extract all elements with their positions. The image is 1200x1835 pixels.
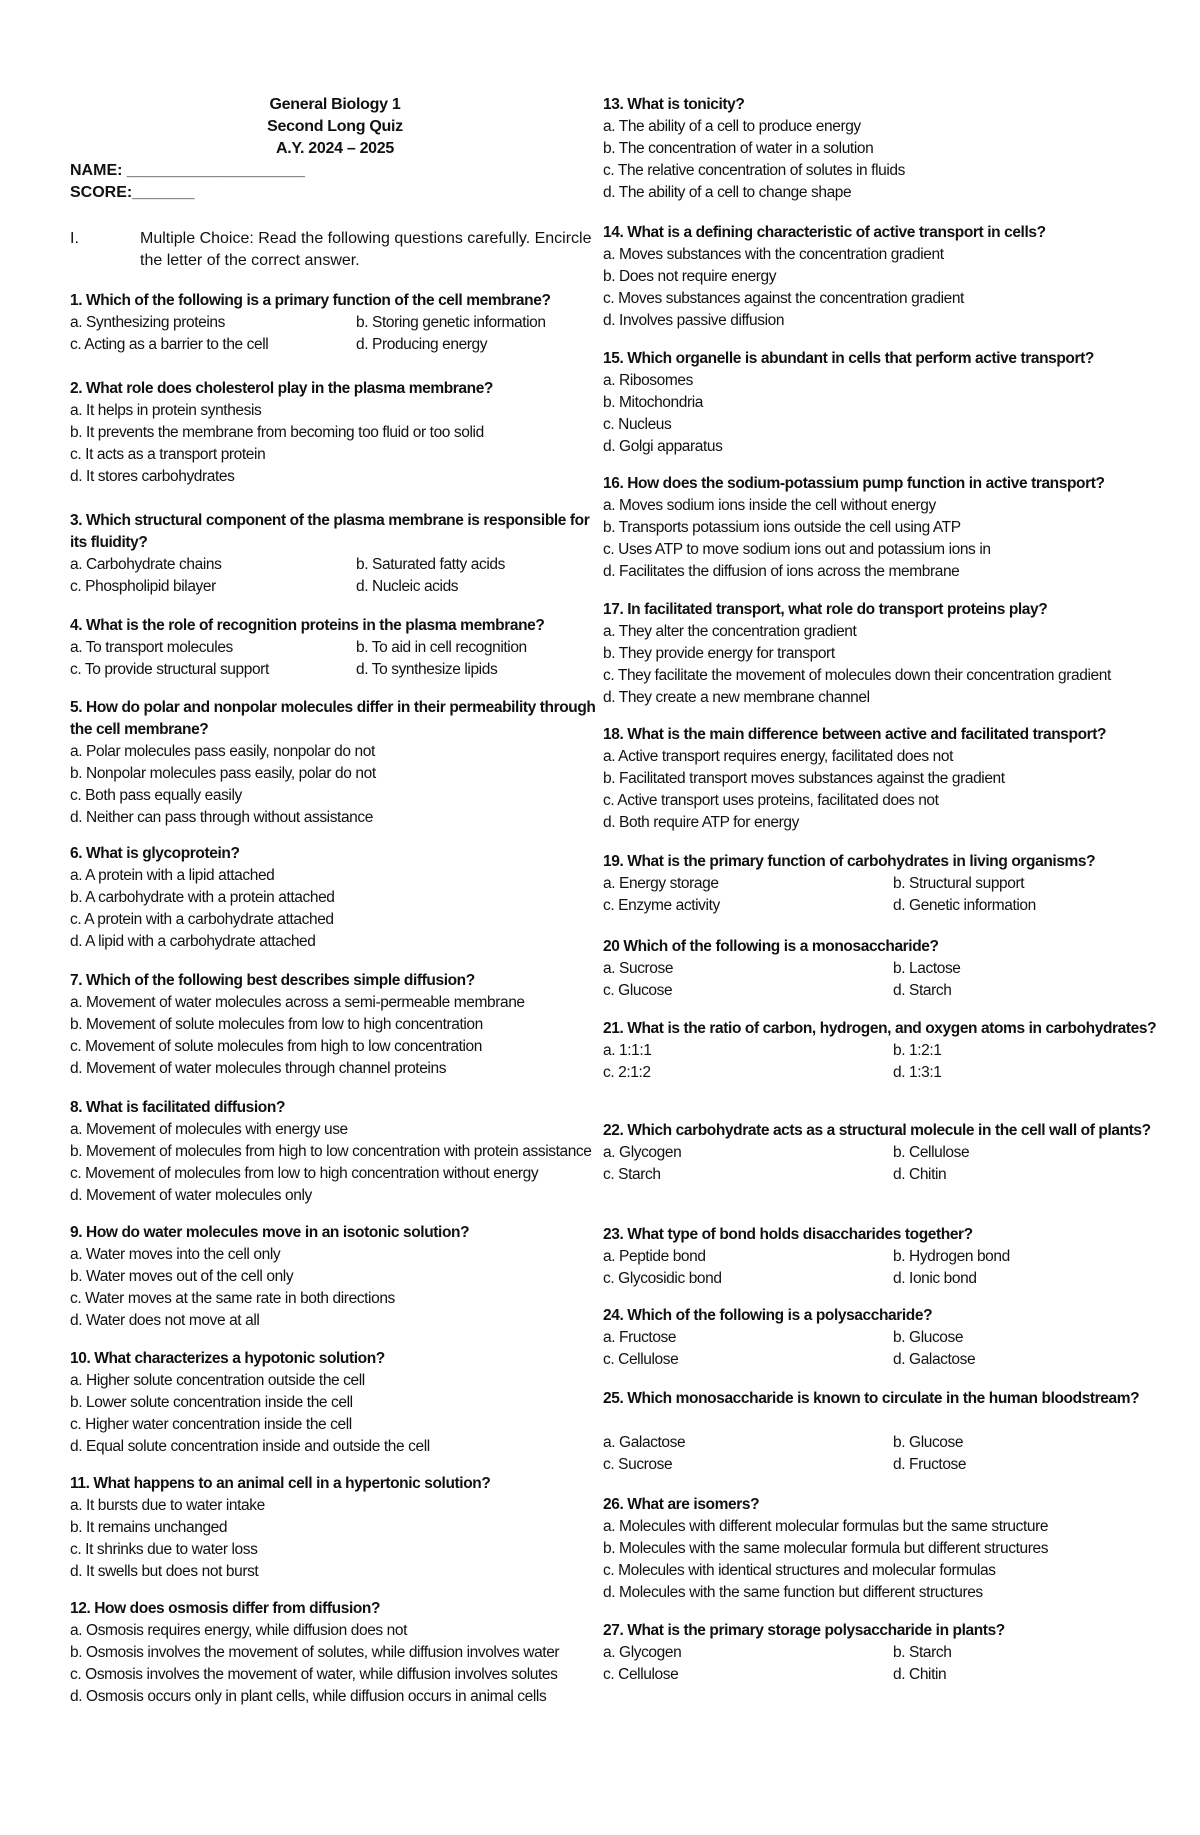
answer-options (70, 637, 600, 681)
question-stem: 8. What is facilitated diffusion? (70, 1099, 286, 1116)
question-item (70, 970, 600, 1080)
question-item (70, 697, 600, 829)
answer-options (603, 621, 1163, 709)
answer-option[interactable]: d. 1:3:1 (893, 1064, 942, 1081)
question-stem: 22. Which carbohydrate acts as a structural molecule in the cell wall of plants? (603, 1122, 1151, 1139)
question-stem: 15. Which organelle is abundant in cells that perform active transport? (603, 350, 1094, 367)
answer-option[interactable]: a. Osmosis requires energy, while diffusion does not (70, 1622, 408, 1639)
answer-option[interactable]: b. Nonpolar molecules pass easily, polar do not (70, 765, 376, 782)
question-stem: 11. What happens to an animal cell in a hypertonic solution? (70, 1475, 491, 1492)
answer-option[interactable]: d. Ionic bond (893, 1270, 977, 1287)
answer-option[interactable]: a. Glycogen (603, 1644, 682, 1661)
question-item (70, 1097, 600, 1207)
question-stem: 16. How does the sodium-potassium pump function in active transport? (603, 475, 1105, 492)
answer-options (603, 1142, 1163, 1186)
answer-options (603, 1246, 1163, 1290)
answer-option[interactable]: d. Molecules with the same function but different structures (603, 1584, 983, 1601)
question-item (603, 222, 1163, 332)
question-item (603, 1018, 1163, 1084)
answer-option[interactable]: c. Glycosidic bond (603, 1270, 722, 1287)
answer-option[interactable]: d. Producing energy (356, 336, 488, 353)
answer-options (603, 1432, 1163, 1476)
answer-options (70, 1495, 600, 1583)
answer-option[interactable]: d. A lipid with a carbohydrate attached (70, 933, 316, 950)
answer-options (70, 865, 600, 953)
answer-option[interactable]: a. Active transport requires energy, facilitated does not (603, 748, 953, 765)
answer-option[interactable]: d. Chitin (893, 1166, 947, 1183)
answer-option[interactable]: b. A carbohydrate with a protein attached (70, 889, 335, 906)
answer-options (603, 370, 1163, 458)
answer-option[interactable]: a. It helps in protein synthesis (70, 402, 262, 419)
answer-option[interactable]: a. Movement of water molecules across a semi-permeable membrane (70, 994, 525, 1011)
answer-options (70, 400, 600, 488)
answer-option[interactable]: b. Structural support (893, 875, 1025, 892)
answer-option[interactable]: c. Movement of molecules from low to high concentration without energy (70, 1165, 539, 1182)
answer-options (70, 992, 600, 1080)
question-item (70, 615, 600, 681)
answer-options (70, 312, 600, 356)
answer-option[interactable]: c. Water moves at the same rate in both directions (70, 1290, 395, 1307)
answer-option[interactable]: c. Movement of solute molecules from high to low concentration (70, 1038, 482, 1055)
answer-options (70, 741, 600, 829)
answer-option[interactable]: b. Facilitated transport moves substances against the gradient (603, 770, 1005, 787)
answer-option[interactable]: b. Cellulose (893, 1144, 970, 1161)
answer-option[interactable]: b. Does not require energy (603, 268, 777, 285)
instructions-text: Multiple Choice: Read the following questions carefully. Encircle the letter of the correct answer. (140, 230, 592, 269)
answer-option[interactable]: a. A protein with a lipid attached (70, 867, 275, 884)
answer-option[interactable]: d. Galactose (893, 1351, 976, 1368)
answer-option[interactable]: c. It shrinks due to water loss (70, 1541, 258, 1558)
answer-options (70, 554, 600, 598)
answer-option[interactable]: c. Phospholipid bilayer (70, 578, 216, 595)
answer-option[interactable]: b. Saturated fatty acids (356, 556, 505, 573)
answer-option[interactable]: d. The ability of a cell to change shape (603, 184, 852, 201)
question-item (603, 936, 1163, 1002)
answer-options (603, 958, 1163, 1002)
answer-options (70, 1244, 600, 1332)
question-item (603, 1494, 1163, 1604)
question-item (70, 290, 600, 356)
answer-option[interactable]: c. Enzyme activity (603, 897, 720, 914)
quiz-subtitle: Second Long Quiz (267, 118, 403, 135)
answer-option[interactable]: b. Transports potassium ions outside the cell using ATP (603, 519, 961, 536)
question-stem: 9. How do water molecules move in an isotonic solution? (70, 1224, 470, 1241)
answer-option[interactable]: d. Facilitates the diffusion of ions across the membrane (603, 563, 960, 580)
question-stem: 20 Which of the following is a monosaccharide? (603, 938, 939, 955)
academic-year: A.Y. 2024 – 2025 (276, 140, 394, 157)
instructions (70, 228, 600, 272)
question-item (70, 378, 600, 488)
question-item (603, 724, 1163, 834)
question-stem: 1. Which of the following is a primary function of the cell membrane? (70, 292, 551, 309)
answer-options (603, 746, 1163, 834)
answer-option[interactable]: c. Acting as a barrier to the cell (70, 336, 269, 353)
question-item (603, 1620, 1163, 1686)
question-item (603, 94, 1163, 204)
answer-option[interactable]: b. It remains unchanged (70, 1519, 228, 1536)
answer-option[interactable]: c. The relative concentration of solutes in fluids (603, 162, 905, 179)
question-stem: 7. Which of the following best describes simple diffusion? (70, 972, 475, 989)
question-stem: 19. What is the primary function of carbohydrates in living organisms? (603, 853, 1096, 870)
answer-option[interactable]: b. Hydrogen bond (893, 1248, 1010, 1265)
answer-option[interactable]: b. Glucose (893, 1329, 964, 1346)
question-item (70, 1222, 600, 1332)
answer-option[interactable]: d. Neither can pass through without assistance (70, 809, 373, 826)
answer-option[interactable]: a. Moves substances with the concentration gradient (603, 246, 944, 263)
answer-options (603, 1040, 1163, 1084)
answer-option[interactable]: b. It prevents the membrane from becoming too fluid or too solid (70, 424, 484, 441)
answer-option[interactable]: c. 2:1:2 (603, 1064, 651, 1081)
answer-option[interactable]: c. Osmosis involves the movement of water, while diffusion involves solutes (70, 1666, 558, 1683)
question-stem: 5. How do polar and nonpolar molecules differ in their permeability through the cell membrane? (70, 699, 596, 738)
question-item (70, 1598, 600, 1708)
answer-option[interactable]: d. Water does not move at all (70, 1312, 260, 1329)
name-field[interactable]: NAME: ____________________ (70, 162, 305, 179)
answer-option[interactable]: d. Both require ATP for energy (603, 814, 799, 831)
answer-option[interactable]: a. Energy storage (603, 875, 719, 892)
answer-option[interactable]: c. Glucose (603, 982, 673, 999)
answer-option[interactable]: d. Chitin (893, 1666, 947, 1683)
answer-options (603, 1516, 1163, 1604)
question-stem: 4. What is the role of recognition proteins in the plasma membrane? (70, 617, 545, 634)
quiz-title: General Biology 1 (269, 96, 401, 113)
question-item (70, 510, 600, 598)
answer-option[interactable]: a. They alter the concentration gradient (603, 623, 857, 640)
answer-options (603, 1642, 1163, 1686)
answer-option[interactable]: a. Synthesizing proteins (70, 314, 225, 331)
question-stem: 12. How does osmosis differ from diffusion? (70, 1600, 381, 1617)
question-stem: 10. What characterizes a hypotonic solution? (70, 1350, 385, 1367)
answer-option[interactable]: c. They facilitate the movement of molecules down their concentration gradient (603, 667, 1111, 684)
answer-option[interactable]: a. To transport molecules (70, 639, 233, 656)
answer-option[interactable]: c. Sucrose (603, 1456, 673, 1473)
answer-option[interactable]: a. Ribosomes (603, 372, 693, 389)
answer-option[interactable]: c. It acts as a transport protein (70, 446, 266, 463)
answer-option[interactable]: d. To synthesize lipids (356, 661, 498, 678)
answer-option[interactable]: a. Peptide bond (603, 1248, 706, 1265)
answer-option[interactable]: b. Starch (893, 1644, 952, 1661)
answer-option[interactable]: d. Involves passive diffusion (603, 312, 785, 329)
answer-option[interactable]: d. Equal solute concentration inside and outside the cell (70, 1438, 430, 1455)
answer-option[interactable]: a. It bursts due to water intake (70, 1497, 265, 1514)
answer-option[interactable]: a. 1:1:1 (603, 1042, 652, 1059)
question-item (603, 473, 1163, 583)
question-item (603, 1224, 1163, 1290)
answer-option[interactable]: c. Higher water concentration inside the cell (70, 1416, 352, 1433)
question-stem: 2. What role does cholesterol play in the plasma membrane? (70, 380, 493, 397)
question-item (70, 1348, 600, 1458)
question-item (603, 1120, 1163, 1186)
quiz-header (0, 94, 700, 204)
answer-option[interactable]: b. Osmosis involves the movement of solutes, while diffusion involves water (70, 1644, 560, 1661)
answer-option[interactable]: b. Molecules with the same molecular formula but different structures (603, 1540, 1049, 1557)
question-stem: 17. In facilitated transport, what role do transport proteins play? (603, 601, 1048, 618)
answer-option[interactable]: c. Moves substances against the concentration gradient (603, 290, 964, 307)
answer-option[interactable]: d. Genetic information (893, 897, 1036, 914)
answer-option[interactable]: a. Molecules with different molecular formulas but the same structure (603, 1518, 1049, 1535)
answer-options (70, 1119, 600, 1207)
answer-option[interactable]: d. Starch (893, 982, 952, 999)
answer-options (603, 495, 1163, 583)
answer-option[interactable]: d. It stores carbohydrates (70, 468, 235, 485)
answer-option[interactable]: c. Both pass equally easily (70, 787, 242, 804)
answer-option[interactable]: b. Lower solute concentration inside the cell (70, 1394, 353, 1411)
answer-option[interactable]: c. Cellulose (603, 1666, 679, 1683)
question-stem: 18. What is the main difference between active and facilitated transport? (603, 726, 1107, 743)
question-item (70, 1473, 600, 1583)
score-field: SCORE:_______ (70, 184, 195, 201)
question-stem: 3. Which structural component of the plasma membrane is responsible for its fluidity? (70, 512, 590, 551)
answer-option[interactable]: b. Movement of molecules from high to low concentration with protein assistance (70, 1143, 592, 1160)
answer-option[interactable]: d. Movement of water molecules through channel proteins (70, 1060, 447, 1077)
question-stem: 13. What is tonicity? (603, 96, 745, 113)
question-item (603, 348, 1163, 458)
answer-option[interactable]: c. Starch (603, 1166, 661, 1183)
answer-option[interactable]: d. Osmosis occurs only in plant cells, while diffusion occurs in animal cells (70, 1688, 547, 1705)
answer-option[interactable]: c. To provide structural support (70, 661, 269, 678)
answer-option[interactable]: b. Storing genetic information (356, 314, 546, 331)
answer-option[interactable]: b. Movement of solute molecules from low to high concentration (70, 1016, 483, 1033)
question-item (603, 599, 1163, 709)
answer-option[interactable]: c. Uses ATP to move sodium ions out and potassium ions in (603, 541, 991, 558)
answer-option[interactable]: a. Higher solute concentration outside the cell (70, 1372, 365, 1389)
answer-option[interactable]: b. 1:2:1 (893, 1042, 942, 1059)
answer-option[interactable]: b. Mitochondria (603, 394, 703, 411)
answer-option[interactable]: b. Glucose (893, 1434, 964, 1451)
answer-option[interactable]: a. Movement of molecules with energy use (70, 1121, 348, 1138)
answer-option[interactable]: a. Polar molecules pass easily, nonpolar do not (70, 743, 375, 760)
answer-option[interactable]: a. Galactose (603, 1434, 686, 1451)
answer-option[interactable]: c. Cellulose (603, 1351, 679, 1368)
answer-options (70, 1370, 600, 1458)
question-stem: 14. What is a defining characteristic of active transport in cells? (603, 224, 1046, 241)
answer-option[interactable]: d. It swells but does not burst (70, 1563, 259, 1580)
answer-option[interactable]: c. A protein with a carbohydrate attached (70, 911, 334, 928)
answer-option[interactable]: b. Water moves out of the cell only (70, 1268, 294, 1285)
answer-option[interactable]: d. Fructose (893, 1456, 967, 1473)
question-stem: 26. What are isomers? (603, 1496, 760, 1513)
answer-option[interactable]: c. Nucleus (603, 416, 672, 433)
section-number: I. (70, 230, 79, 247)
answer-options (603, 116, 1163, 204)
question-stem: 25. Which monosaccharide is known to circulate in the human bloodstream? (603, 1390, 1140, 1407)
answer-option[interactable]: a. Moves sodium ions inside the cell without energy (603, 497, 936, 514)
answer-option[interactable]: a. Carbohydrate chains (70, 556, 222, 573)
question-stem: 21. What is the ratio of carbon, hydrogen, and oxygen atoms in carbohydrates? (603, 1020, 1157, 1037)
question-item (603, 851, 1163, 917)
question-item (603, 1305, 1163, 1371)
answer-options (603, 244, 1163, 332)
question-item (603, 1388, 1163, 1476)
answer-option[interactable]: a. Water moves into the cell only (70, 1246, 281, 1263)
question-stem: 6. What is glycoprotein? (70, 845, 240, 862)
answer-options (603, 1327, 1163, 1371)
answer-option[interactable]: a. Fructose (603, 1329, 677, 1346)
answer-option[interactable]: a. Glycogen (603, 1144, 682, 1161)
answer-option[interactable]: c. Molecules with identical structures and molecular formulas (603, 1562, 996, 1579)
answer-option[interactable]: b. They provide energy for transport (603, 645, 835, 662)
answer-options (70, 1620, 600, 1708)
answer-option[interactable]: d. Nucleic acids (356, 578, 459, 595)
answer-option[interactable]: d. Golgi apparatus (603, 438, 723, 455)
answer-option[interactable]: c. Active transport uses proteins, facilitated does not (603, 792, 939, 809)
question-item (70, 843, 600, 953)
answer-option[interactable]: b. Lactose (893, 960, 961, 977)
answer-option[interactable]: a. Sucrose (603, 960, 674, 977)
answer-option[interactable]: d. They create a new membrane channel (603, 689, 870, 706)
answer-option[interactable]: d. Movement of water molecules only (70, 1187, 312, 1204)
answer-option[interactable]: a. The ability of a cell to produce energy (603, 118, 861, 135)
answer-option[interactable]: b. To aid in cell recognition (356, 639, 527, 656)
question-stem: 27. What is the primary storage polysaccharide in plants? (603, 1622, 1005, 1639)
answer-option[interactable]: b. The concentration of water in a solution (603, 140, 874, 157)
question-stem: 24. Which of the following is a polysaccharide? (603, 1307, 933, 1324)
answer-options (603, 873, 1163, 917)
question-stem: 23. What type of bond holds disaccharides together? (603, 1226, 973, 1243)
